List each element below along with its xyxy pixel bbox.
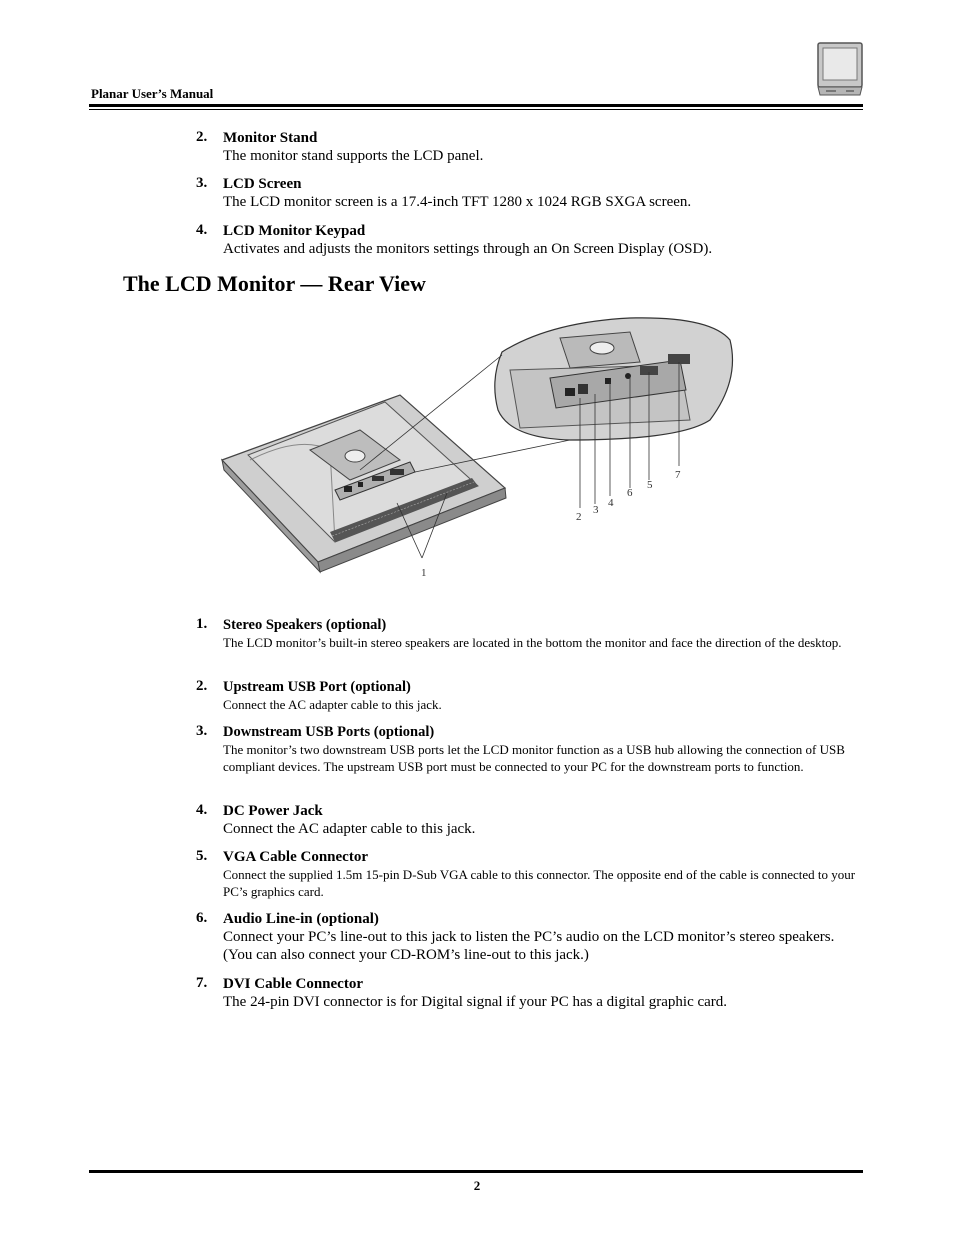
item-number: 4. xyxy=(196,802,208,818)
item-description: Connect the supplied 1.5m 15-pin D-Sub VGA cable to this connector. The opposite end of the cable is connected to your PC’s graphics card. xyxy=(223,867,856,899)
callout-2: 2 xyxy=(576,511,582,523)
item-title: Monitor Stand xyxy=(223,130,318,146)
item-title: Upstream USB Port (optional) xyxy=(223,679,411,695)
item-description: The LCD monitor’s built-in stereo speakers are located in the bottom the monitor and face the direction of the desktop. xyxy=(223,635,842,650)
item-description: Connect the AC adapter cable to this jack. xyxy=(223,697,442,712)
list-item-keypad xyxy=(196,222,856,258)
item-description: Connect your PC’s line-out to this jack to listen the PC’s audio on the LCD monitor’s stereo speakers. (You can also connect your CD-ROM’s line-out to this jack.) xyxy=(223,929,835,963)
list-item-stereo-speakers xyxy=(196,616,856,651)
item-description: The monitor stand supports the LCD panel. xyxy=(223,148,484,164)
header-rule-thin xyxy=(89,109,863,110)
list-item-monitor-stand xyxy=(196,129,856,165)
list-item-audio-line-in xyxy=(196,910,856,964)
item-description: The monitor’s two downstream USB ports let the LCD monitor function as a USB hub allowing the connection of USB compliant devices. The upstream USB port must be connected to your PC for the downstream ports to function. xyxy=(223,742,845,774)
page-number: 2 xyxy=(473,1178,481,1193)
item-number: 3. xyxy=(196,175,208,191)
item-title: LCD Monitor Keypad xyxy=(223,223,366,239)
item-title: Downstream USB Ports (optional) xyxy=(223,724,435,740)
item-number: 4. xyxy=(196,222,208,238)
callout-5: 5 xyxy=(647,479,653,491)
item-description: Connect the AC adapter cable to this jack. xyxy=(223,821,476,837)
section-heading: The LCD Monitor — Rear View xyxy=(123,271,426,296)
rear-view-illustration xyxy=(210,310,750,590)
callout-1: 1 xyxy=(421,567,427,579)
list-item-downstream-usb xyxy=(196,723,856,775)
callout-3: 3 xyxy=(593,504,599,516)
item-number: 5. xyxy=(196,848,208,864)
item-description: Activates and adjusts the monitors settings through an On Screen Display (OSD). xyxy=(223,241,713,257)
manual-title: Planar User’s Manual xyxy=(91,86,214,101)
item-number: 6. xyxy=(196,910,208,926)
list-item-vga-connector xyxy=(196,848,856,900)
callout-6: 6 xyxy=(627,487,633,499)
item-description: The 24-pin DVI connector is for Digital signal if your PC has a digital graphic card. xyxy=(223,994,728,1010)
list-item-lcd-screen xyxy=(196,175,856,211)
callout-7: 7 xyxy=(675,469,681,481)
monitor-logo-icon xyxy=(812,40,866,102)
item-number: 1. xyxy=(196,616,208,632)
callout-4: 4 xyxy=(608,497,614,509)
item-title: VGA Cable Connector xyxy=(223,849,368,865)
item-title: DVI Cable Connector xyxy=(223,976,363,992)
footer-rule xyxy=(89,1170,863,1173)
header-rule xyxy=(89,104,863,107)
item-title: Stereo Speakers (optional) xyxy=(223,617,387,633)
item-number: 2. xyxy=(196,678,208,694)
item-number: 7. xyxy=(196,975,208,991)
item-title: DC Power Jack xyxy=(223,803,323,819)
item-number: 2. xyxy=(196,129,208,145)
list-item-dc-power-jack xyxy=(196,802,856,838)
list-item-dvi-connector xyxy=(196,975,856,1011)
item-title: Audio Line-in (optional) xyxy=(223,911,379,927)
list-item-upstream-usb xyxy=(196,678,856,713)
item-title: LCD Screen xyxy=(223,176,302,192)
item-number: 3. xyxy=(196,723,208,739)
item-description: The LCD monitor screen is a 17.4-inch TFT 1280 x 1024 RGB SXGA screen. xyxy=(223,194,692,210)
